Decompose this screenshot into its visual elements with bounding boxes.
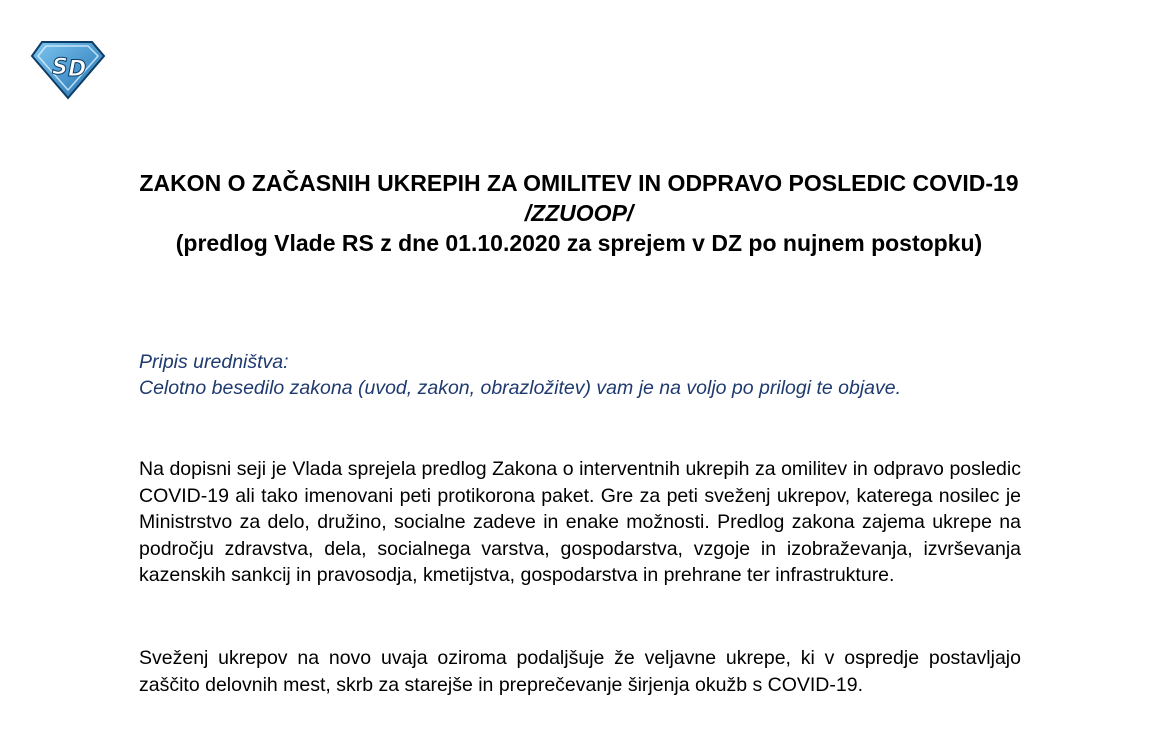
svg-text:S: S xyxy=(52,55,68,80)
title-subtitle: (predlog Vlade RS z dne 01.10.2020 za sprejem v DZ po nujnem postopku) xyxy=(175,230,983,256)
editor-note-text: Celotno besedilo zakona (uvod, zakon, obrazložitev) vam je na voljo po prilogi te objave. xyxy=(139,377,902,399)
svg-text:D: D xyxy=(68,57,87,82)
editor-note xyxy=(139,349,1021,401)
body-paragraph: Na dopisni seji je Vlada sprejela predlog Zakona o interventnih ukrepih za omilitev in odpravo posledic COVID-19 ali tako imenovani peti protikorona paket. Gre za peti sveženj ukrepov, katerega nosilec je Ministrstvo za delo, družino, socialne zadeve in enake možnosti. Predlog zakona zajema ukrepe na področju zdravstva, dela, socialnega varstva, gospodarstva, vzgoje in izobraževanja, izvrševanja kazenskih sankcij in pravosodja, kmetijstva, gospodarstva in prehrane ter infrastrukture. xyxy=(139,458,1021,586)
editor-note-heading: Pripis uredništva: xyxy=(139,351,289,373)
body-paragraph: Sveženj ukrepov na novo uvaja oziroma podaljšuje že veljavne ukrepe, ki v ospredje postavljajo zaščito delovnih mest, skrb za starejše in preprečevanje širjenja okužb s COVID-19. xyxy=(139,647,1021,696)
title-abbreviation: /ZZUOOP/ xyxy=(524,200,634,226)
sd-diamond-logo xyxy=(30,40,106,100)
document-title xyxy=(137,168,1021,258)
title-main: ZAKON O ZAČASNIH UKREPIH ZA OMILITEV IN ODPRAVO POSLEDIC COVID-19 xyxy=(139,170,1019,196)
